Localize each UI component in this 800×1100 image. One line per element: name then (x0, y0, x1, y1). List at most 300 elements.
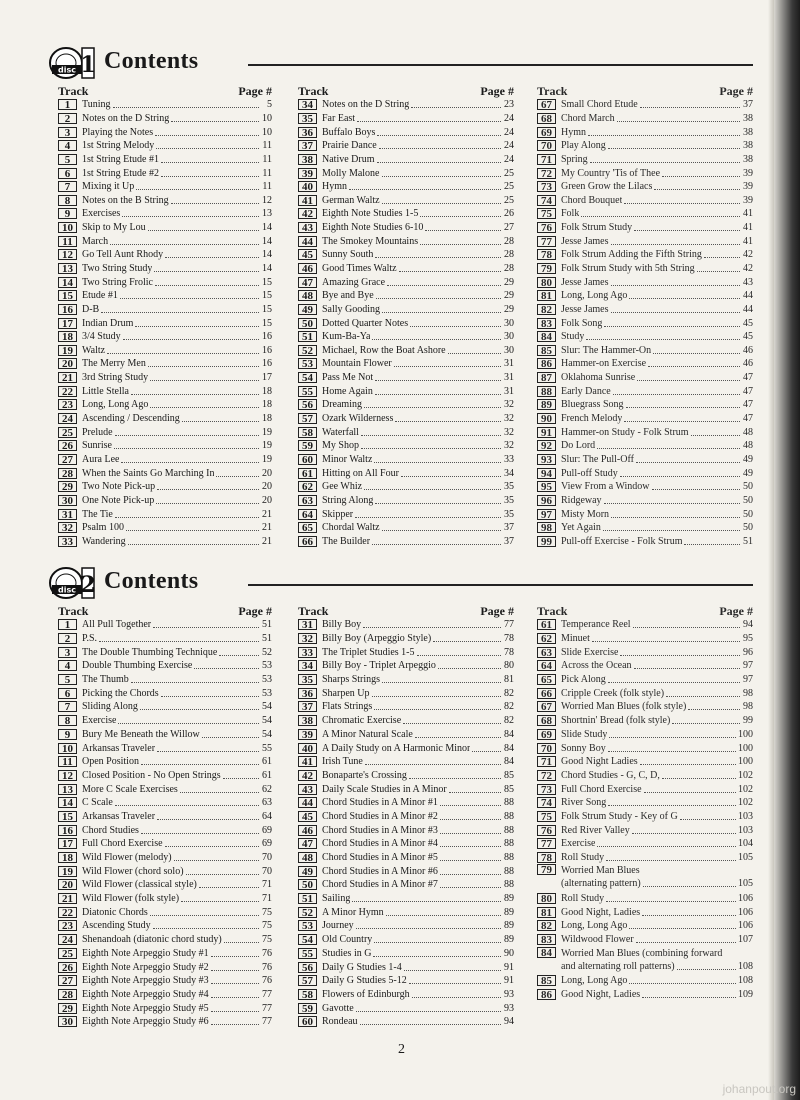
track-title: Chord March (561, 112, 615, 124)
page-ref: 100 (738, 728, 753, 740)
track-number: 79 (537, 263, 556, 274)
toc-entry (537, 344, 753, 358)
track-number: 31 (298, 619, 317, 630)
track-title: Chord Studies in A Minor #1 (322, 797, 438, 809)
track-number: 44 (298, 797, 317, 808)
track-title: Skip to My Lou (82, 222, 146, 234)
toc-entry (298, 153, 514, 167)
track-number: 61 (298, 468, 317, 479)
toc-entry (298, 344, 514, 358)
track-title: Double Thumbing Exercise (82, 660, 193, 672)
track-number: 56 (298, 399, 317, 410)
toc-entry (298, 262, 514, 276)
track-title: Yet Again (561, 522, 601, 534)
toc-entry (58, 618, 272, 632)
track-title: Ozark Wilderness (322, 413, 394, 425)
track-title: Jesse James (561, 303, 609, 315)
page-ref: 12 (262, 194, 272, 206)
page-ref: 41 (743, 222, 753, 234)
leader-dots (691, 435, 740, 436)
track-title: Chordal Waltz (322, 522, 380, 534)
track-number: 47 (298, 838, 317, 849)
track-title: Hitting on All Four (322, 467, 399, 479)
leader-dots (364, 489, 501, 490)
track-number: 81 (537, 290, 556, 301)
toc-entry (58, 207, 272, 221)
page-ref: 42 (743, 263, 753, 274)
toc-entry (537, 659, 753, 673)
page-ref: 44 (743, 303, 753, 315)
page-ref: 44 (743, 290, 753, 302)
track-title: 1st String Etude #2 (82, 167, 159, 179)
page-ref: 24 (504, 112, 514, 124)
track-number: 69 (537, 127, 556, 138)
toc-entry (58, 892, 272, 906)
track-title: 1st String Melody (82, 140, 155, 152)
track-title: Good Times Waltz (322, 263, 397, 274)
page-ref: 16 (262, 358, 272, 370)
track-title: Amazing Grace (322, 276, 386, 288)
track-number: 36 (298, 127, 317, 138)
leader-dots (642, 915, 736, 916)
track-number: 72 (537, 770, 556, 781)
track-title: Dreaming (322, 399, 362, 411)
page-ref: 5 (267, 99, 272, 111)
leader-dots (581, 216, 740, 217)
track-number: 19 (58, 866, 77, 877)
page-ref: 77 (504, 619, 514, 631)
track-number: 84 (537, 947, 556, 958)
page-ref: 82 (504, 701, 514, 713)
leader-dots (141, 764, 259, 765)
page-ref: 81 (504, 674, 514, 686)
toc-entry (58, 714, 272, 728)
track-title: One Note Pick-up (82, 494, 155, 506)
disc2-badge-icon (48, 566, 96, 600)
track-title: A Daily Study on A Harmonic Minor (322, 742, 471, 754)
track-title: Folk Strum Adding the Fifth String (561, 249, 702, 261)
toc-entry (298, 933, 514, 947)
toc-entry (298, 275, 514, 289)
toc-entry (537, 262, 753, 276)
leader-dots (382, 176, 502, 177)
track-title: C Scale (82, 797, 113, 809)
toc-entry (298, 371, 514, 385)
track-title: Psalm 100 (82, 522, 124, 534)
track-number: 11 (58, 756, 77, 767)
toc-entry (537, 810, 753, 824)
track-title: Wandering (82, 535, 126, 547)
track-list (537, 98, 753, 548)
toc-entry (58, 316, 272, 330)
page-ref: 77 (262, 1002, 272, 1014)
toc-entry (298, 412, 514, 426)
track-title: Buffalo Boys (322, 126, 376, 138)
page-ref: 109 (738, 988, 753, 1000)
track-title: A Minor Natural Scale (322, 728, 413, 740)
page-ref: 75 (262, 906, 272, 918)
leader-dots (148, 366, 259, 367)
track-number: 99 (537, 536, 556, 547)
track-number: 87 (537, 372, 556, 383)
track-number: 34 (298, 99, 317, 110)
toc-entry (298, 851, 514, 865)
track-title: Full Chord Exercise (561, 783, 642, 795)
page-ref: 61 (262, 769, 272, 781)
track-title: The Double Thumbing Technique (82, 646, 218, 658)
track-title: Sharps Strings (322, 674, 381, 686)
toc-entry (58, 535, 272, 549)
page-ref: 11 (262, 153, 272, 165)
leader-dots (420, 244, 501, 245)
page-ref: 46 (743, 344, 753, 356)
leader-dots (420, 216, 501, 217)
track-number: 95 (537, 481, 556, 492)
toc-entry (298, 521, 514, 535)
track-number: 81 (537, 907, 556, 918)
track-title: Far East (322, 112, 356, 124)
page-ref: 77 (262, 1016, 272, 1028)
track-title: Minor Waltz (322, 453, 373, 465)
track-number: 70 (537, 743, 556, 754)
toc-entry (58, 384, 272, 398)
leader-dots (115, 435, 259, 436)
track-number: 73 (537, 784, 556, 795)
leader-dots (629, 983, 736, 984)
track-number: 45 (298, 249, 317, 260)
leader-dots (617, 121, 740, 122)
column-header (537, 84, 753, 98)
disc1-badge-icon (48, 46, 96, 80)
leader-dots (404, 970, 501, 971)
track-title: The Smokey Mountains (322, 235, 419, 247)
toc-entry (58, 494, 272, 508)
page-ref: 31 (504, 385, 514, 397)
leader-dots (216, 476, 259, 477)
disc2-badge-word: disc (58, 585, 76, 595)
leader-dots (365, 764, 501, 765)
track-number: 39 (298, 729, 317, 740)
disc1-title: Contents (104, 48, 199, 74)
toc-entry (298, 988, 514, 1002)
leader-dots (150, 915, 259, 916)
toc-entry (298, 974, 514, 988)
track-number: 89 (537, 399, 556, 410)
toc-entry (298, 535, 514, 549)
page-ref: 93 (504, 1002, 514, 1014)
leader-dots (101, 312, 259, 313)
track-title: French Melody (561, 413, 623, 425)
track-number: 54 (298, 934, 317, 945)
track-title: Waltz (82, 344, 106, 356)
track-number: 33 (298, 647, 317, 658)
track-number: 67 (537, 701, 556, 712)
leader-dots (361, 448, 501, 449)
page-ref: 50 (743, 481, 753, 493)
page-ref: 52 (262, 646, 272, 658)
page-ref: 25 (504, 194, 514, 206)
page-ref: 63 (262, 797, 272, 809)
page-ref: 28 (504, 263, 514, 274)
page-header: Page # (480, 84, 514, 98)
track-title: Cripple Creek (folk style) (561, 687, 665, 699)
page-ref: 82 (504, 687, 514, 699)
track-number: 24 (58, 413, 77, 424)
page-ref: 94 (743, 619, 753, 631)
track-title: Jesse James (561, 235, 609, 247)
page-ref: 11 (262, 140, 272, 152)
track-title: Wildwood Flower (561, 934, 634, 946)
page-ref: 95 (743, 633, 753, 645)
leader-dots (433, 641, 501, 642)
page-ref: 46 (743, 358, 753, 370)
disc1-column-1 (58, 84, 272, 548)
track-number: 47 (298, 277, 317, 288)
track-title: Michael, Row the Boat Ashore (322, 344, 446, 356)
page-ref: 30 (504, 331, 514, 343)
toc-entry (298, 480, 514, 494)
track-number: 18 (58, 331, 77, 342)
track-number: 82 (537, 304, 556, 315)
toc-entry (58, 193, 272, 207)
toc-entry (58, 769, 272, 783)
toc-entry (537, 823, 753, 837)
toc-entry (537, 714, 753, 728)
page-ref: 88 (504, 838, 514, 850)
page-ref: 100 (738, 742, 753, 754)
toc-entry (298, 425, 514, 439)
toc-entry (58, 878, 272, 892)
track-header: Track (58, 604, 89, 618)
toc-entry (58, 412, 272, 426)
page-ref: 98 (743, 687, 753, 699)
track-title: Study (561, 331, 585, 343)
toc-entry (298, 673, 514, 687)
toc-entry (298, 234, 514, 248)
track-title: P.S. (82, 633, 98, 645)
track-number: 73 (537, 181, 556, 192)
track-number: 45 (298, 811, 317, 822)
track-title: Hymn (561, 126, 586, 138)
track-title-cont: and alternating roll patterns) (561, 960, 675, 972)
page-ref: 102 (738, 783, 753, 795)
track-title: Hymn (322, 181, 347, 193)
toc-entry (58, 398, 272, 412)
page-ref: 103 (738, 810, 753, 822)
track-title: Do Lord (561, 440, 596, 452)
track-number: 41 (298, 195, 317, 206)
page-ref: 41 (743, 235, 753, 247)
leader-dots (155, 135, 259, 136)
track-title: Slide Study (561, 728, 608, 740)
track-number: 34 (298, 660, 317, 671)
toc-entry (537, 632, 753, 646)
leader-dots (372, 339, 501, 340)
track-title: Arkansas Traveler (82, 742, 156, 754)
toc-entry (537, 988, 753, 1002)
toc-entry (298, 686, 514, 700)
page-ref: 42 (743, 249, 753, 261)
track-number: 64 (537, 660, 556, 671)
track-title: Little Stella (82, 385, 129, 397)
toc-entry (298, 303, 514, 317)
leader-dots (395, 421, 501, 422)
disc1-column-3 (537, 84, 753, 548)
track-number: 83 (537, 934, 556, 945)
page-ref: 50 (743, 508, 753, 520)
track-title: Daily G Studies 5-12 (322, 975, 407, 987)
column-header (58, 604, 272, 618)
track-title: The Merry Men (82, 358, 146, 370)
page-ref: 70 (262, 865, 272, 877)
track-number: 32 (298, 633, 317, 644)
toc-entry (58, 810, 272, 824)
page-ref: 41 (743, 208, 753, 220)
toc-entry (58, 700, 272, 714)
track-number: 28 (58, 989, 77, 1000)
leader-dots (356, 928, 501, 929)
leader-dots (606, 860, 736, 861)
toc-entry (298, 810, 514, 824)
leader-dots (653, 353, 740, 354)
toc-entry (58, 521, 272, 535)
track-number: 57 (298, 413, 317, 424)
page-ref: 35 (504, 481, 514, 493)
toc-entry (58, 837, 272, 851)
leader-dots (624, 421, 740, 422)
toc-entry (298, 112, 514, 126)
track-number: 42 (298, 208, 317, 219)
toc-entry (58, 919, 272, 933)
track-number: 14 (58, 797, 77, 808)
toc-entry (537, 947, 753, 974)
toc-entry (58, 960, 272, 974)
page-ref: 17 (262, 372, 272, 384)
track-title: Eighth Note Arpeggio Study #6 (82, 1016, 209, 1028)
page-ref: 29 (504, 276, 514, 288)
toc-entry (537, 166, 753, 180)
toc-entry (298, 330, 514, 344)
leader-dots (157, 751, 259, 752)
track-title: Chord Bouquet (561, 194, 623, 206)
page-ref: 15 (262, 276, 272, 288)
track-number: 53 (298, 920, 317, 931)
toc-entry (537, 193, 753, 207)
track-title: Roll Study (561, 852, 605, 864)
leader-dots (425, 230, 501, 231)
disc2-column-3 (537, 604, 753, 1001)
track-title: My Country 'Tis of Thee (561, 167, 661, 179)
track-title: Pull-off Exercise - Folk Strum (561, 535, 683, 547)
track-number: 64 (298, 509, 317, 520)
track-number: 63 (537, 647, 556, 658)
track-title: Folk Strum Study (561, 222, 633, 234)
page-ref: 21 (262, 508, 272, 520)
page-ref: 32 (504, 426, 514, 438)
track-title: 3rd String Study (82, 372, 149, 384)
leader-dots (642, 997, 736, 998)
column-header (298, 84, 514, 98)
track-number: 77 (537, 838, 556, 849)
leader-dots (417, 655, 501, 656)
track-title: Spring (561, 153, 588, 165)
track-number: 10 (58, 222, 77, 233)
toc-entry (537, 248, 753, 262)
toc-entry (537, 453, 753, 467)
toc-entry (58, 439, 272, 453)
toc-entry (537, 480, 753, 494)
toc-entry (298, 782, 514, 796)
track-number: 20 (58, 358, 77, 369)
page-ref: 103 (738, 824, 753, 836)
toc-entry (537, 535, 753, 549)
page-ref: 70 (262, 852, 272, 864)
leader-dots (211, 1024, 259, 1025)
track-title: Mixing it Up (82, 181, 135, 193)
page-ref: 107 (738, 934, 753, 946)
page-ref: 76 (262, 961, 272, 973)
toc-entry (298, 823, 514, 837)
track-number: 65 (537, 674, 556, 685)
track-list (537, 618, 753, 1001)
page-ref: 31 (504, 358, 514, 370)
track-title: Chord Studies in A Minor #6 (322, 865, 438, 877)
track-number: 1 (58, 99, 77, 110)
track-title: Native Drum (322, 153, 375, 165)
leader-dots (141, 833, 259, 834)
toc-entry (537, 234, 753, 248)
toc-entry (58, 275, 272, 289)
track-title: Closed Position - No Open Strings (82, 769, 221, 781)
track-title: Chromatic Exercise (322, 715, 402, 727)
leader-dots (662, 176, 740, 177)
track-title: Aura Lee (82, 453, 120, 465)
leader-dots (131, 394, 259, 395)
page-ref: 37 (743, 99, 753, 111)
track-number: 15 (58, 290, 77, 301)
track-title: Journey (322, 920, 354, 932)
page-ref: 108 (738, 975, 753, 987)
page-ref: 37 (504, 522, 514, 534)
page-ref: 14 (262, 222, 272, 234)
leader-dots (399, 271, 501, 272)
track-number: 42 (298, 770, 317, 781)
page-ref: 89 (504, 934, 514, 946)
track-title: Early Dance (561, 385, 611, 397)
leader-dots (440, 860, 501, 861)
page-ref: 35 (504, 508, 514, 520)
leader-dots (611, 244, 741, 245)
toc-entry (537, 207, 753, 221)
leader-dots (382, 530, 501, 531)
leader-dots (410, 326, 501, 327)
track-title: D-B (82, 303, 100, 315)
leader-dots (374, 709, 501, 710)
page-ref: 23 (504, 99, 514, 111)
toc-entry (298, 796, 514, 810)
track-number: 35 (298, 674, 317, 685)
track-title: Folk Strum Study with 5th String (561, 263, 695, 274)
track-title: Across the Ocean (561, 660, 632, 672)
page-ref: 15 (262, 290, 272, 302)
track-title: Pass Me Not (322, 372, 374, 384)
track-number: 46 (298, 825, 317, 836)
page-ref: 93 (504, 988, 514, 1000)
track-number: 72 (537, 168, 556, 179)
page-ref: 38 (743, 140, 753, 152)
page-ref: 16 (262, 344, 272, 356)
track-title: Full Chord Exercise (82, 838, 163, 850)
